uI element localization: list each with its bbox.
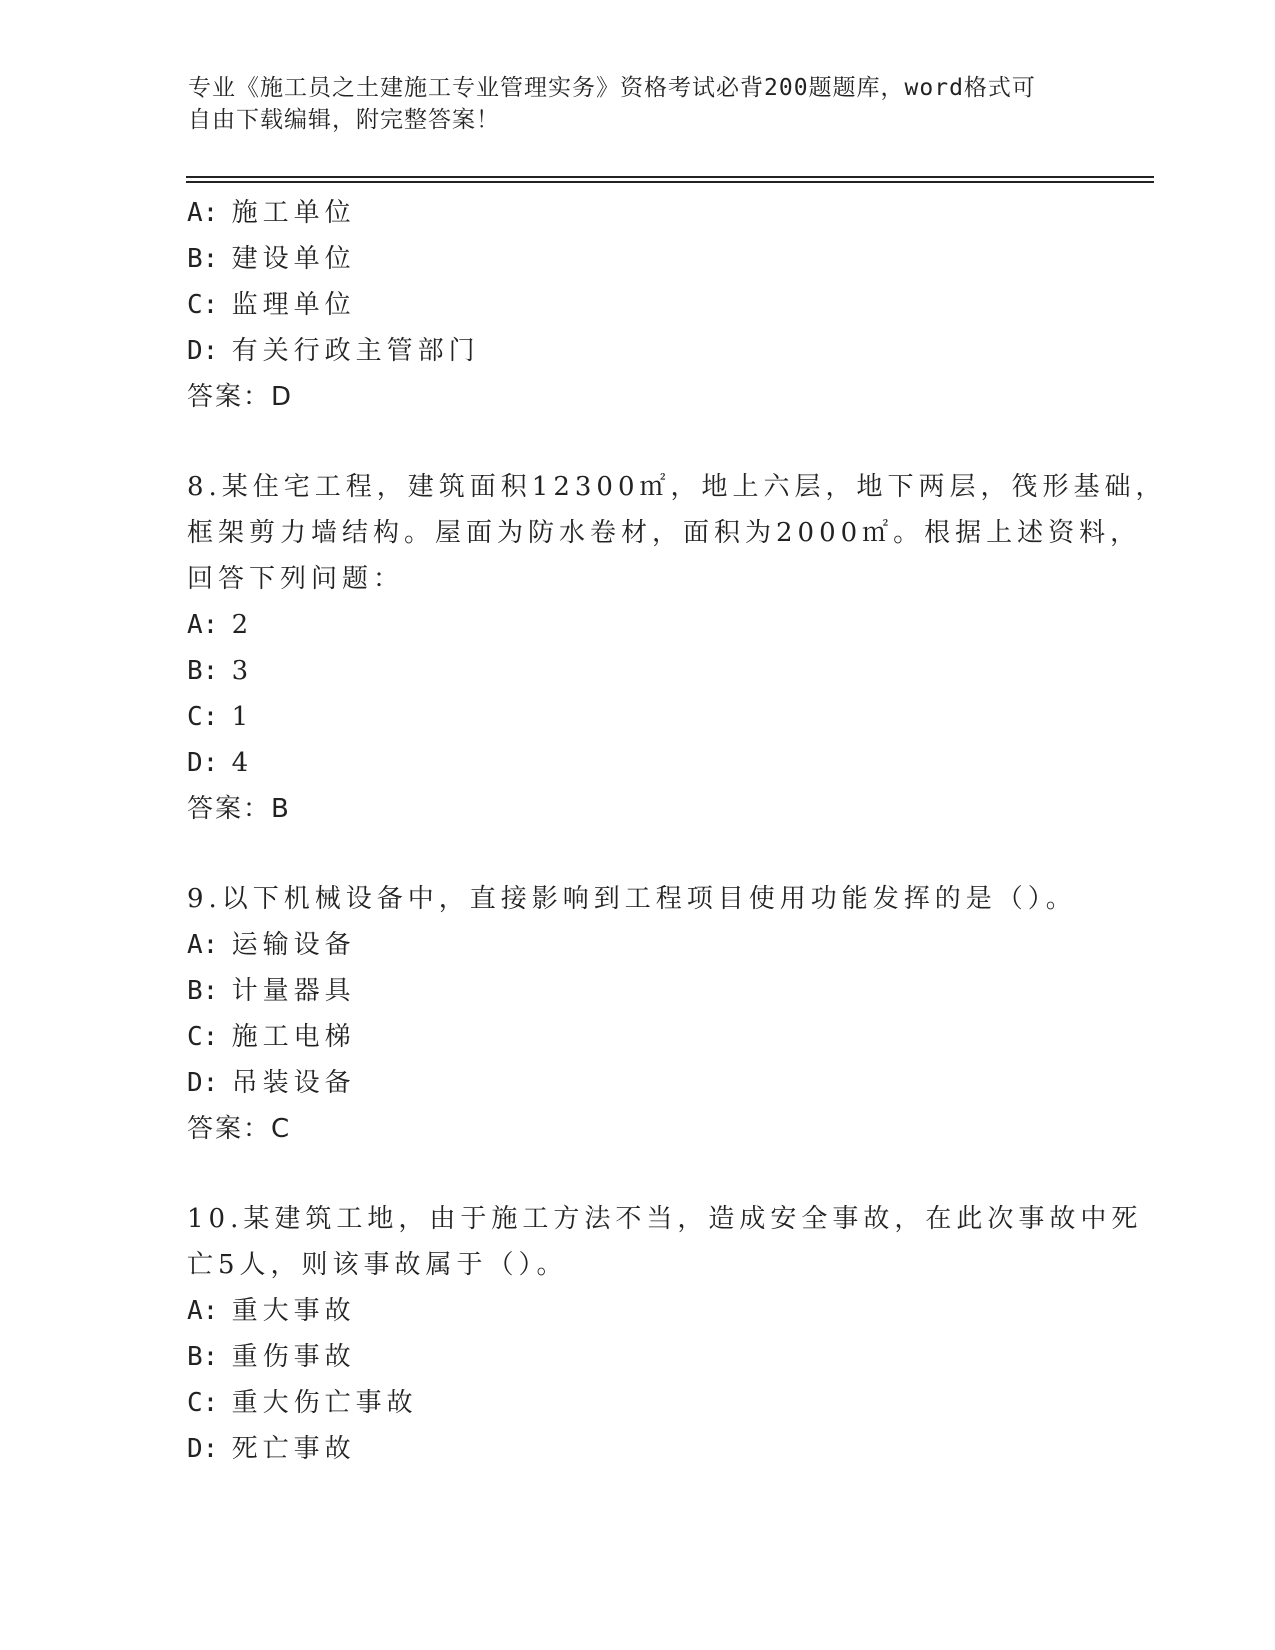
question-stem — [187, 1196, 1143, 1288]
question-7-continued — [187, 190, 1087, 420]
option-c: C: 1 — [187, 702, 254, 732]
option-a: A: 2 — [187, 610, 254, 640]
question-8 — [187, 464, 1167, 832]
document-header — [188, 72, 1068, 136]
question-list — [187, 190, 1167, 1472]
question-stem-line: 8.某住宅工程，建筑面积12300㎡，地上六层，地下两层，筏形基础， — [187, 472, 1167, 502]
question-stem-line: 9.以下机械设备中，直接影响到工程项目使用功能发挥的是（）。 — [187, 884, 1077, 914]
header-divider-top — [186, 176, 1154, 178]
question-stem-line: 框架剪力墙结构。屋面为防水卷材，面积为2000㎡。根据上述资料， — [187, 518, 1142, 548]
header-title-line-1: 专业《施工员之土建施工专业管理实务》资格考试必背200题题库，word格式可 — [188, 75, 1036, 101]
option-b: B: 建设单位 — [187, 244, 356, 274]
option-d: D: 4 — [187, 748, 254, 778]
answer-line: 答案：B — [187, 794, 291, 824]
option-c: C: 监理单位 — [187, 290, 356, 320]
option-b: B: 重伤事故 — [187, 1342, 356, 1372]
question-10 — [187, 1196, 1143, 1472]
option-c: C: 施工电梯 — [187, 1022, 356, 1052]
option-d: D: 死亡事故 — [187, 1434, 356, 1464]
answer-line: 答案：C — [187, 1114, 292, 1144]
question-stem-line: 回答下列问题： — [187, 564, 405, 594]
question-stem — [187, 876, 1087, 922]
option-a: A: 运输设备 — [187, 930, 356, 960]
option-c: C: 重大伤亡事故 — [187, 1388, 418, 1418]
question-stem — [187, 464, 1167, 602]
header-divider-bottom — [186, 181, 1154, 183]
answer-line: 答案：D — [187, 382, 294, 412]
option-b: B: 3 — [187, 656, 254, 686]
option-b: B: 计量器具 — [187, 976, 356, 1006]
option-d: D: 有关行政主管部门 — [187, 336, 480, 366]
header-title-line-2: 自由下载编辑，附完整答案！ — [188, 107, 500, 133]
question-stem-line: 10.某建筑工地，由于施工方法不当，造成安全事故，在此次事故中死 — [187, 1204, 1143, 1234]
option-d: D: 吊装设备 — [187, 1068, 356, 1098]
question-stem-line: 亡5人，则该事故属于（）。 — [187, 1250, 568, 1280]
option-a: A: 施工单位 — [187, 198, 356, 228]
option-a: A: 重大事故 — [187, 1296, 356, 1326]
question-9 — [187, 876, 1087, 1152]
